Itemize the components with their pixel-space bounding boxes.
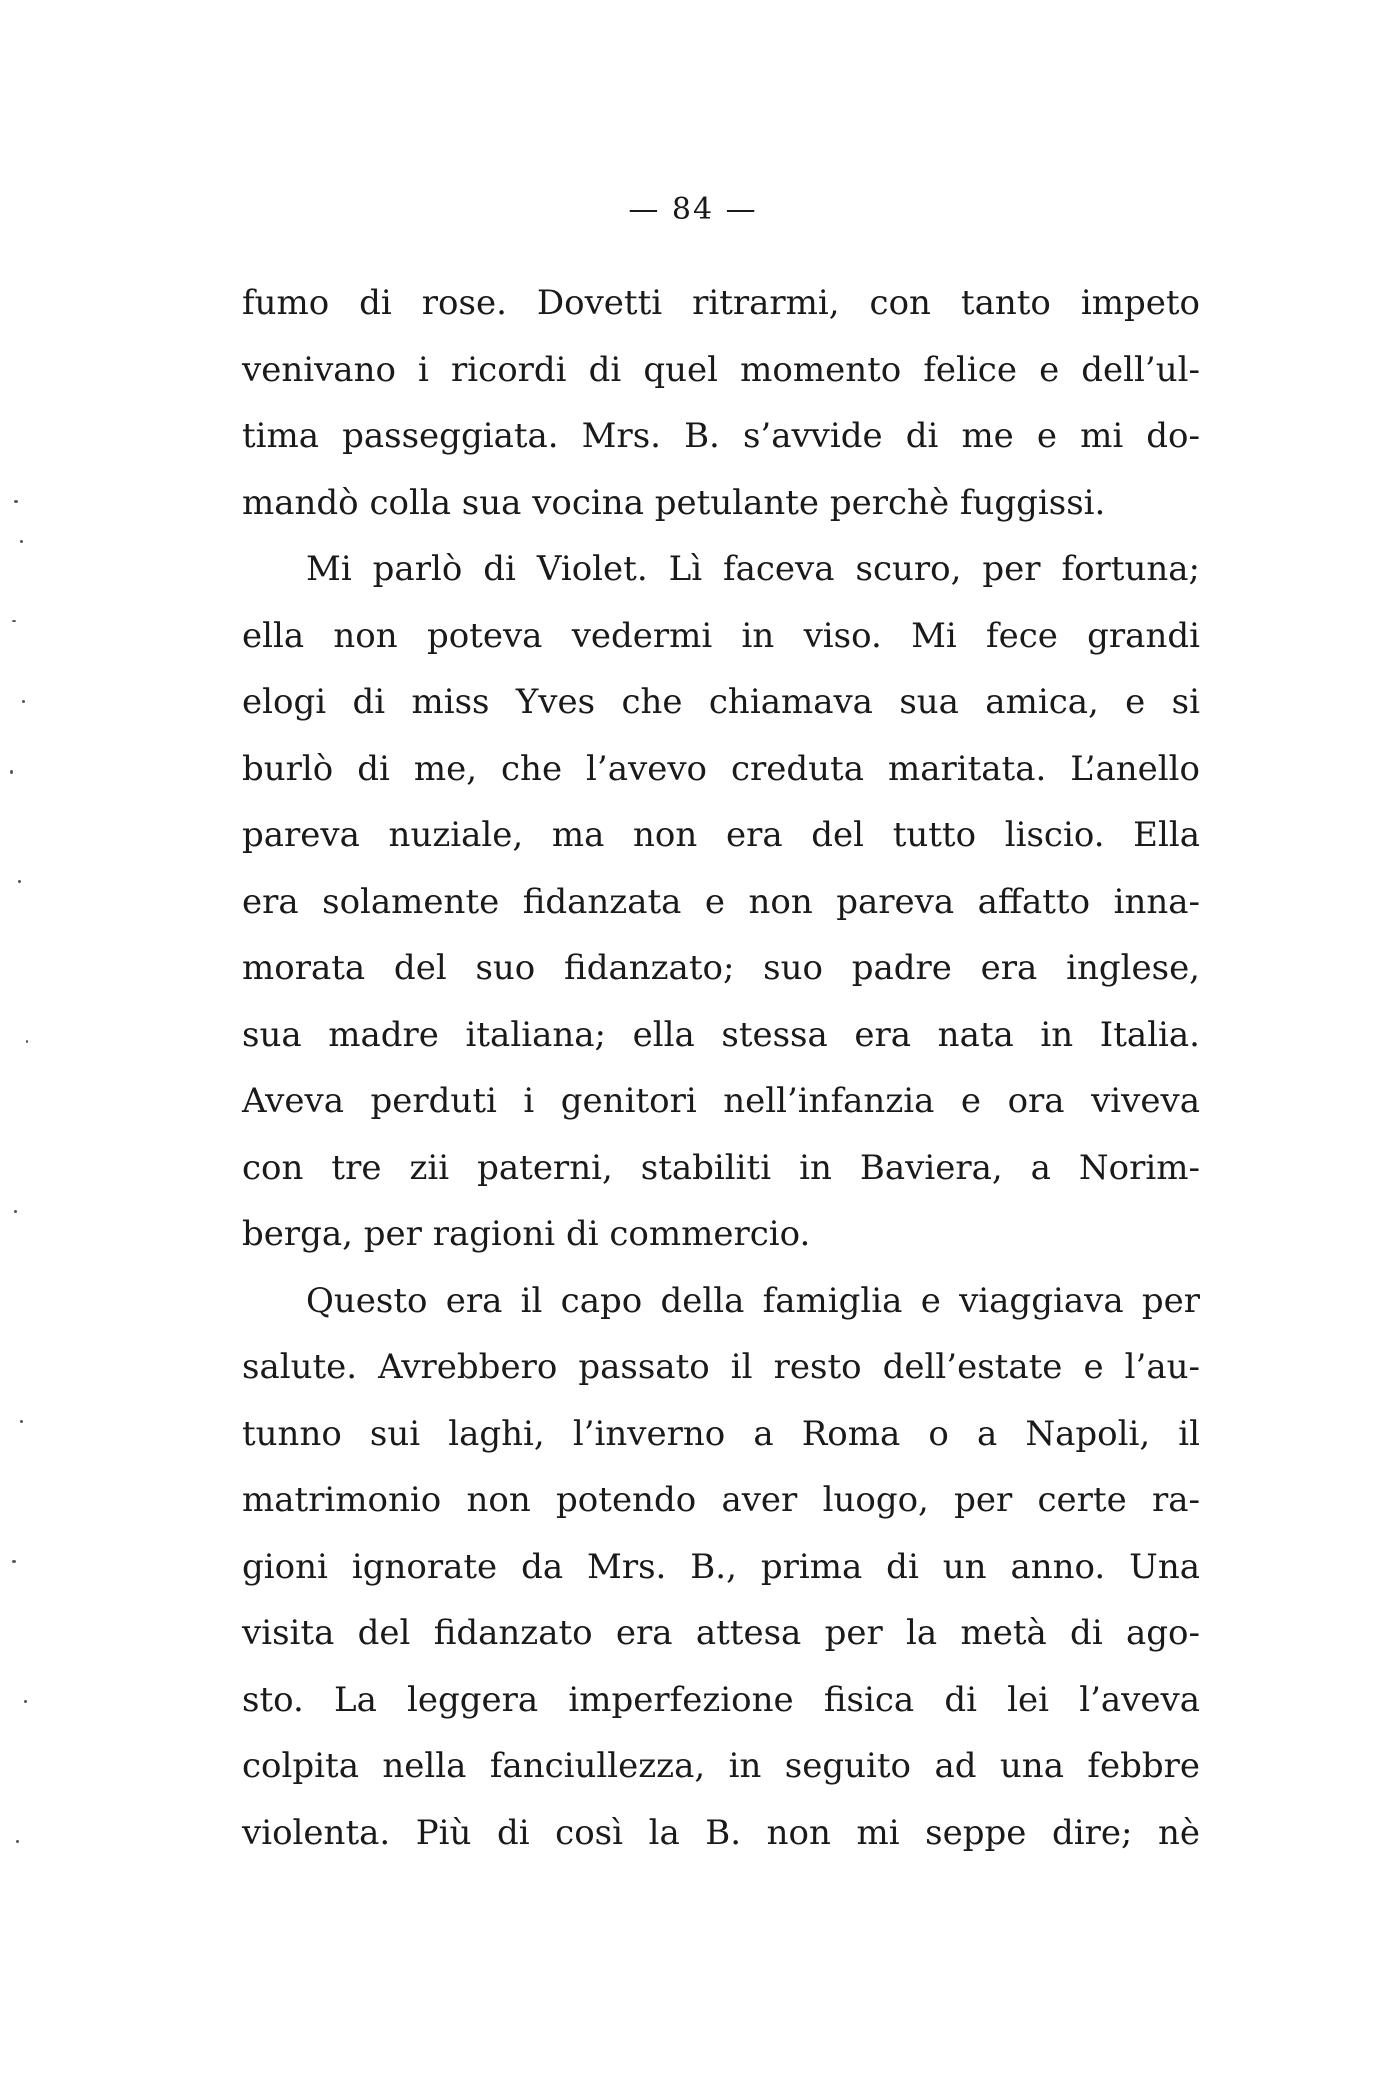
page-number: — 84 — <box>628 192 758 227</box>
text-line: tunno sui laghi, l’inverno a Roma o a Napoli, il <box>242 1413 1200 1454</box>
text-line: sto. La leggera imperfezione fisica di lei l’aveva <box>242 1679 1200 1720</box>
text-line: tima passeggiata. Mrs. B. s’avvide di me e mi do- <box>242 416 1200 456</box>
text-line: Questo era il capo della famiglia e viaggiava per <box>306 1280 1200 1321</box>
scan-speck <box>12 620 16 622</box>
text-line: visita del fidanzato era attesa per la metà di ago- <box>242 1613 1200 1653</box>
text-line: colpita nella fanciullezza, in seguito ad una febbre <box>242 1746 1200 1786</box>
scan-speck <box>14 1210 17 1213</box>
scan-speck <box>20 540 23 543</box>
text-line: gioni ignorate da Mrs. B., prima di un anno. Una <box>242 1546 1200 1587</box>
text-line: berga, per ragioni di commercio. <box>242 1214 811 1254</box>
scan-speck <box>26 1040 28 1043</box>
text-line: sua madre italiana; ella stessa era nata in Italia. <box>242 1014 1200 1055</box>
text-line: burlò di me, che l’avevo creduta maritata. L’anello <box>242 748 1200 789</box>
body-text <box>242 270 1200 1866</box>
text-line: venivano i ricordi di quel momento felice e dell’ul- <box>242 349 1200 390</box>
scan-speck <box>12 1560 16 1563</box>
text-line: salute. Avrebbero passato il resto dell’estate e l’au- <box>242 1347 1200 1387</box>
text-line: mandò colla sua vocina petulante perchè fuggissi. <box>242 482 1106 523</box>
text-line: fumo di rose. Dovetti ritrarmi, con tanto impeto <box>242 283 1200 323</box>
text-line: ella non poteva vedermi in viso. Mi fece grandi <box>242 615 1200 656</box>
text-line: era solamente fidanzata e non pareva affatto inna- <box>242 881 1200 922</box>
paragraph-2 <box>242 536 1200 1268</box>
paragraph-3 <box>242 1268 1200 1867</box>
text-line: matrimonio non potendo aver luogo, per certe ra- <box>242 1480 1200 1520</box>
text-line: violenta. Più di così la B. non mi seppe dire; nè <box>242 1812 1200 1853</box>
text-line: morata del suo fidanzato; suo padre era inglese, <box>242 948 1200 988</box>
text-line: elogi di miss Yves che chiamava sua amica, e si <box>242 682 1200 722</box>
paragraph-1 <box>242 270 1200 536</box>
scan-speck <box>22 700 25 703</box>
scan-speck <box>24 1700 27 1703</box>
text-line: pareva nuziale, ma non era del tutto liscio. Ella <box>242 815 1200 855</box>
scan-speck <box>10 770 13 774</box>
scan-speck <box>20 1420 23 1423</box>
text-line: Aveva perduti i genitori nell’infanzia e ora viveva <box>242 1081 1200 1121</box>
text-line: Mi parlò di Violet. Lì faceva scuro, per fortuna; <box>306 549 1200 589</box>
scan-speck <box>16 1840 19 1843</box>
text-line: con tre zii paterni, stabiliti in Baviera, a Norim- <box>242 1147 1200 1188</box>
scan-speck <box>14 500 18 503</box>
scan-speck <box>18 880 21 883</box>
scan-margin-noise <box>0 0 60 2082</box>
